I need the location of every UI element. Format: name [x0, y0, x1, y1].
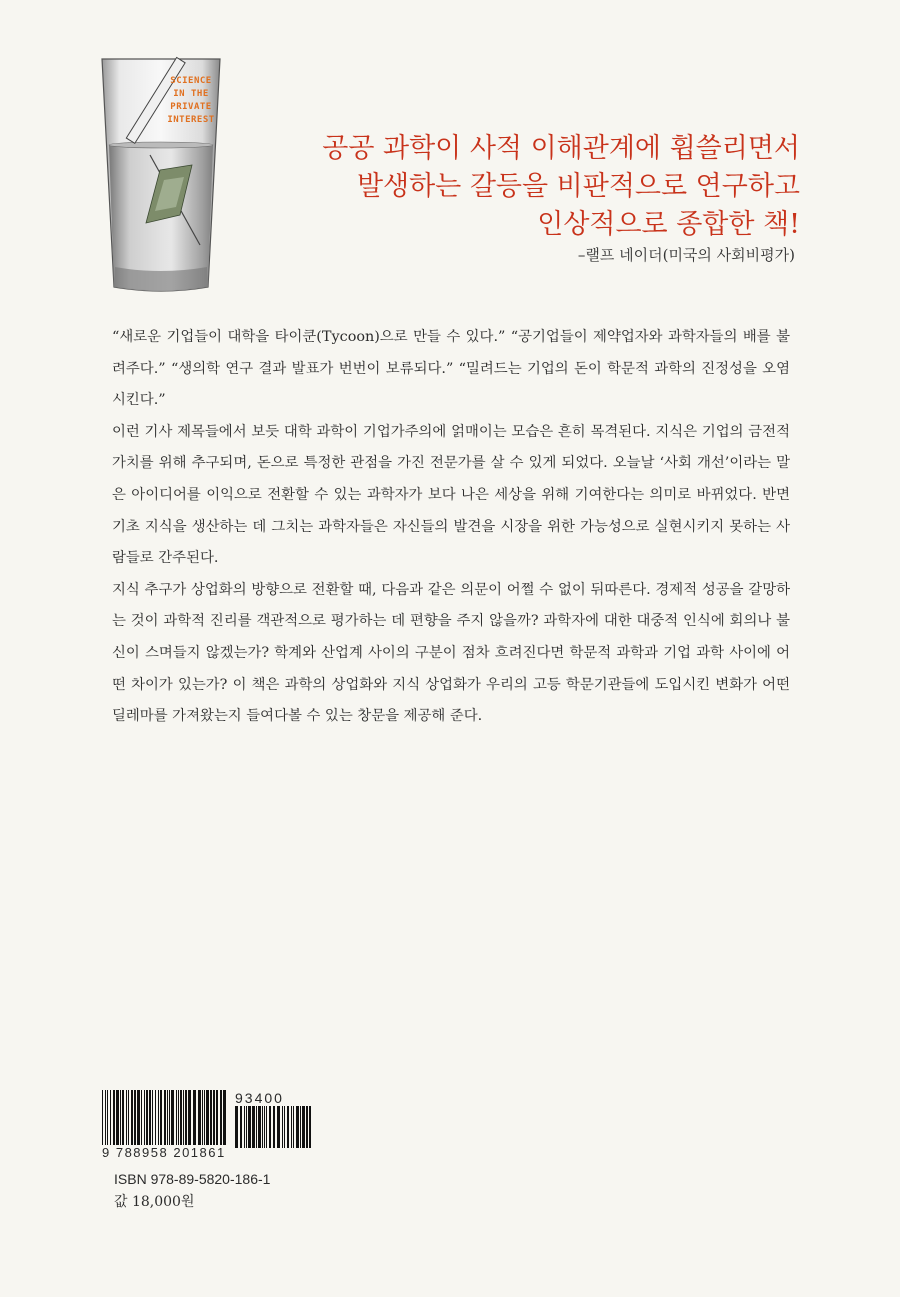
glass-title-line: PRIVATE [170, 102, 212, 112]
barcode-stripe [183, 1090, 184, 1145]
barcode-stripe [185, 1090, 187, 1145]
glass-title-text [156, 75, 226, 127]
barcode-stripe [282, 1106, 283, 1148]
barcode-stripe [277, 1106, 280, 1148]
barcode-stripe [122, 1090, 124, 1145]
barcode-number: 9 788958 201861 [102, 1145, 226, 1160]
blurb-paragraph: 지식 추구가 상업화의 방향으로 전환할 때, 다음과 같은 의문이 어쩔 수 없이 뒤따른다. 경제적 성공을 갈망하는 것이 과학적 진리를 객관적으로 평가하는 데 편향을 주지 않을까? 과학자에 대한 대중적 인식에 회의나 불신이 스며들지 않겠는가? 학계와 산업계 사이의 구분이 점차 흐려진다면 학문적 과학과 기업 과학 사이에 어떤 차이가 있는가? 이 책은 과학의 상업화와 지식 상업화가 우리의 고등 학문기관들에 도입시킨 변화가 어떤 딜레마를 가져왔는지 들여다볼 수 있는 창문을 제공해 준다. [112, 581, 790, 725]
barcode-stripe [216, 1090, 218, 1145]
barcode-stripe [141, 1090, 142, 1145]
barcode-stripe [149, 1090, 151, 1145]
barcode-stripe [193, 1090, 196, 1145]
barcode-stripe [158, 1090, 159, 1145]
barcode-stripe [107, 1090, 108, 1145]
barcode-stripe [287, 1106, 289, 1148]
barcode-stripe [180, 1090, 182, 1145]
headline-line: 발생하는 갈등을 비판적으로 연구하고 [356, 171, 800, 202]
barcode-stripe [269, 1106, 271, 1148]
barcode-stripe [252, 1106, 255, 1148]
endorsement-headline [240, 130, 800, 244]
barcode-stripe [291, 1106, 292, 1148]
barcode-stripe [223, 1090, 226, 1145]
glass-title-line: INTEREST [167, 115, 215, 125]
barcode-stripe [244, 1106, 245, 1148]
barcode-stripe [306, 1106, 308, 1148]
glass-illustration [100, 55, 222, 295]
barcode-stripe [171, 1090, 174, 1145]
barcode-stripe [266, 1106, 267, 1148]
barcode-stripe [273, 1106, 275, 1148]
barcode-stripe [262, 1106, 263, 1148]
ean-barcode [102, 1090, 227, 1145]
barcode-stripe [102, 1090, 103, 1145]
barcode-stripe [296, 1106, 299, 1148]
barcode-stripe [120, 1090, 121, 1145]
barcode-stripe [198, 1090, 201, 1145]
barcode-stripe [188, 1090, 191, 1145]
barcode-stripe [128, 1090, 129, 1145]
price-text: 값 18,000원 [114, 1194, 195, 1210]
headline-line: 인상적으로 종합한 책! [537, 209, 800, 240]
barcode-stripe [144, 1090, 145, 1145]
headline-line: 공공 과학이 사적 이해관계에 휩쓸리면서 [322, 133, 800, 164]
barcode-stripe [204, 1090, 205, 1145]
barcode-stripe [110, 1090, 111, 1145]
barcode-stripe [246, 1106, 247, 1148]
blurb-paragraph: 이런 기사 제목들에서 보듯 대학 과학이 기업가주의에 얽매이는 모습은 흔히 목격된다. 지식은 기업의 금전적 가치를 위해 추구되며, 돈으로 특정한 관점을 가진 전문가를 살 수 있게 되었다. 오늘날 ‘사회 개선’이라는 말은 아이디어를 이익으로 전환할 수 있는 과학자가 보다 나은 세상을 위해 기여한다는 의미로 바뀌었다. 반면 기초 지식을 생산하는 데 그치는 과학자들은 자신들의 발견을 시장을 위한 가능성으로 실현시키지 못하는 사람들로 간주된다. [112, 423, 790, 567]
barcode-stripe [309, 1106, 311, 1148]
barcode-stripe [126, 1090, 127, 1145]
barcode-stripe [213, 1090, 215, 1145]
barcode-stripe [302, 1106, 305, 1148]
barcode-stripe [167, 1090, 168, 1145]
barcode-stripe [220, 1090, 222, 1145]
barcode-stripe [137, 1090, 140, 1145]
barcode-stripe [248, 1106, 251, 1148]
barcode-stripe [258, 1106, 261, 1148]
barcode-stripe [164, 1090, 166, 1145]
barcode-stripe [235, 1106, 238, 1148]
addon-barcode [235, 1106, 315, 1148]
barcode-stripe [178, 1090, 179, 1145]
barcode-stripe [256, 1106, 257, 1148]
barcode-stripe [300, 1106, 301, 1148]
barcode-stripe [105, 1090, 106, 1145]
barcode-stripe [131, 1090, 133, 1145]
barcode-stripe [206, 1090, 209, 1145]
barcode-stripe [116, 1090, 119, 1145]
isbn-text: ISBN 978-89-5820-186-1 [114, 1171, 271, 1187]
barcode-stripe [169, 1090, 170, 1145]
glass-title-line: IN THE [173, 89, 209, 99]
barcode-stripe [146, 1090, 148, 1145]
barcode-stripe [210, 1090, 212, 1145]
barcode-stripe [240, 1106, 242, 1148]
endorsement-attribution: –랠프 네이더(미국의 사회비평가) [577, 246, 795, 264]
barcode-stripe [155, 1090, 156, 1145]
barcode-stripe [160, 1090, 162, 1145]
barcode-stripe [134, 1090, 136, 1145]
barcode-stripe [176, 1090, 177, 1145]
glass-title-line: SCIENCE [170, 76, 212, 86]
barcode-addon-digits: 93400 [235, 1090, 284, 1106]
barcode-stripe [113, 1090, 115, 1145]
barcode-stripe [264, 1106, 265, 1148]
blurb-text [112, 322, 790, 733]
blurb-paragraph: “새로운 기업들이 대학을 타이쿤(Tycoon)으로 만들 수 있다.” “공기업들이 제약업자와 과학자들의 배를 불려주다.” “생의학 연구 결과 발표가 번번이 보류되다.” “밀려드는 기업의 돈이 학문적 과학의 진정성을 오염시킨다.” [112, 329, 790, 409]
barcode-stripe [152, 1090, 153, 1145]
barcode-stripe [202, 1090, 203, 1145]
barcode-stripe [293, 1106, 294, 1148]
barcode-stripe [284, 1106, 285, 1148]
